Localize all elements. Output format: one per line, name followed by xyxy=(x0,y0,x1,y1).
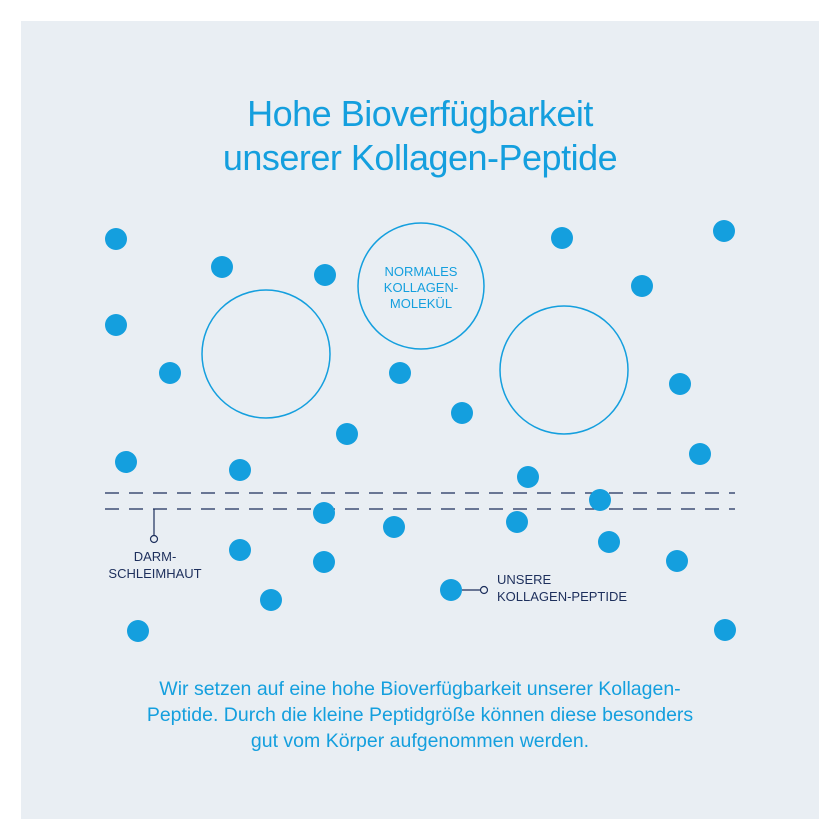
peptide-dot xyxy=(260,589,282,611)
peptide-dot xyxy=(689,443,711,465)
mucosa-label-line-2: SCHLEIMHAUT xyxy=(108,566,202,581)
peptide-dot xyxy=(551,227,573,249)
collagen-molecule-circle-right xyxy=(500,306,628,434)
peptide-dot xyxy=(713,220,735,242)
peptide-dot xyxy=(229,539,251,561)
molecule-label-line-3: MOLEKÜL xyxy=(389,296,453,311)
peptide-dot xyxy=(211,256,233,278)
peptide-dot xyxy=(589,489,611,511)
peptide-dot xyxy=(159,362,181,384)
peptide-legend-dot xyxy=(440,579,462,601)
peptide-dot xyxy=(714,619,736,641)
peptide-dot xyxy=(336,423,358,445)
peptide-legend-end-dot xyxy=(481,587,488,594)
molecule-label-line-2: KOLLAGEN- xyxy=(383,280,459,295)
description-line-3: gut vom Körper aufgenommen werden. xyxy=(250,730,590,752)
peptide-dot xyxy=(105,228,127,250)
peptide-dot xyxy=(666,550,688,572)
description xyxy=(100,676,740,754)
title-line-2: unserer Kollagen-Peptide xyxy=(222,137,618,178)
peptide-label-line-1: UNSERE xyxy=(497,572,552,587)
peptide-dot xyxy=(598,531,620,553)
peptide-dot xyxy=(631,275,653,297)
peptide-label-line-2: KOLLAGEN-PEPTIDE xyxy=(497,589,628,604)
peptide-dot xyxy=(105,314,127,336)
description-line-1: Wir setzen auf eine hohe Bioverfügbarkeit unserer Kollagen- xyxy=(159,678,681,700)
collagen-molecule-circle-left xyxy=(202,290,330,418)
mucosa-callout-dot xyxy=(151,536,158,543)
peptide-dot xyxy=(313,502,335,524)
peptide-dot xyxy=(127,620,149,642)
peptide-dot xyxy=(383,516,405,538)
peptide-dot xyxy=(313,551,335,573)
description-line-2: Peptide. Durch die kleine Peptidgröße können diese besonders xyxy=(146,704,694,726)
mucosa-label-line-1: DARM- xyxy=(133,549,177,564)
peptide-dot xyxy=(669,373,691,395)
title-line-1: Hohe Bioverfügbarkeit xyxy=(247,93,593,134)
peptide-dot xyxy=(314,264,336,286)
peptide-dot xyxy=(506,511,528,533)
peptide-dot xyxy=(451,402,473,424)
peptide-dot xyxy=(389,362,411,384)
molecule-label-line-1: NORMALES xyxy=(384,264,458,279)
peptide-dot xyxy=(517,466,539,488)
peptide-dot xyxy=(115,451,137,473)
peptide-dot xyxy=(229,459,251,481)
